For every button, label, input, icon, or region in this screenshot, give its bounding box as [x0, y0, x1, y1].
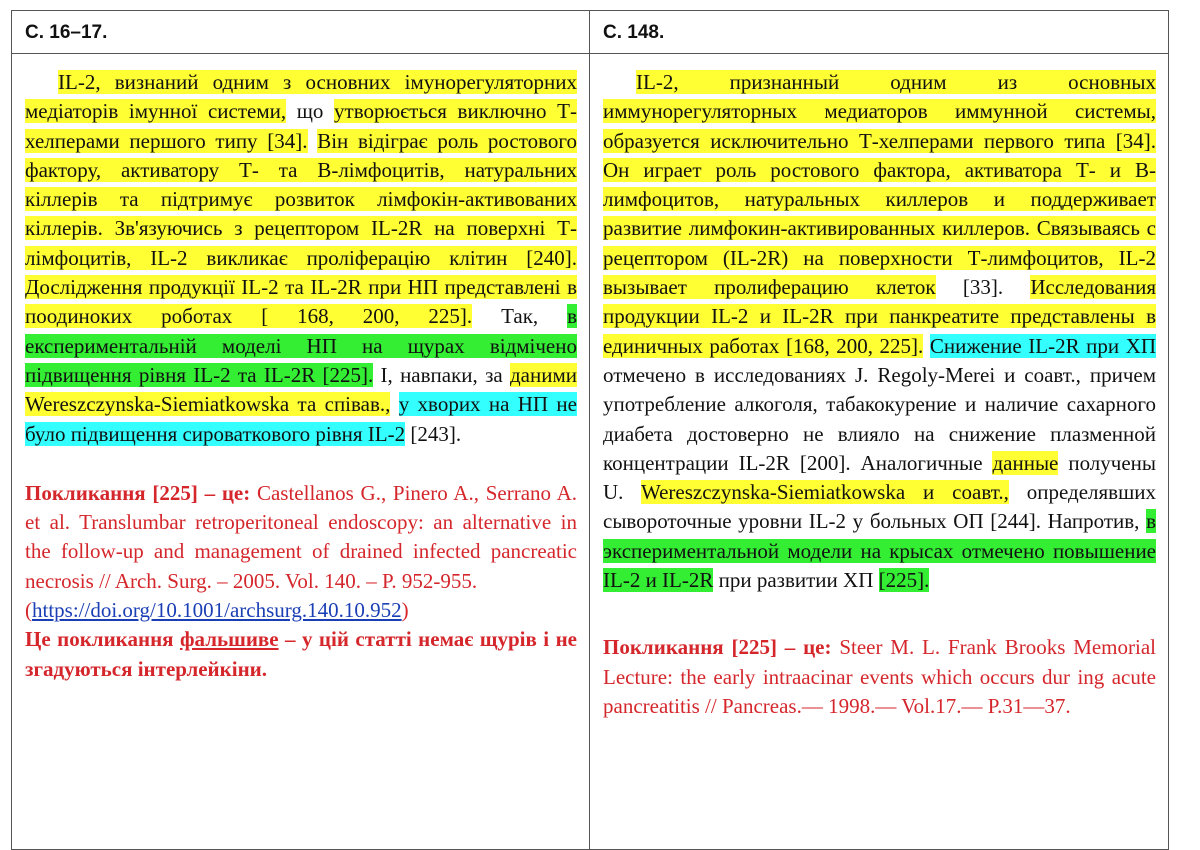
left-text: що [286, 99, 335, 124]
right-text [923, 334, 930, 358]
warning-text: – у цій статті немає щурів і не згадуються інтерлейкіни. [25, 627, 578, 681]
fake-reference-warning [25, 625, 577, 684]
right-highlight-yellow: IL-2, признанный одним из основных иммунорегуляторных медиаторов иммунной системы, образуется исключительно Т-хелперами первого типа [34]. [603, 70, 1156, 153]
left-highlight-yellow: даними Wereszczynska-Siemiatkowska та співав., [25, 362, 577, 417]
right-highlight-green: в экспериментальной модели на крысах отмечено повышение IL-2 и IL-2R [603, 509, 1156, 593]
right-page-header: С. 148. [590, 11, 1169, 54]
left-text: I, навпаки, за [373, 362, 510, 387]
right-highlight-yellow: Wereszczynska-Siemiatkowska и соавт., [640, 480, 1009, 505]
header-row [12, 11, 1169, 54]
comparison-table [11, 10, 1169, 850]
left-ref-label: Покликання [225] – це: [25, 480, 251, 505]
left-highlight-green: в експериментальній моделі НП на щурах відмічено підвищення рівня IL-2 та IL-2R [225]. [25, 304, 578, 387]
right-highlight-cyan: Снижение IL-2R при ХП [929, 333, 1157, 358]
right-paragraph [603, 68, 1156, 595]
left-page-header: С. 16–17. [12, 11, 590, 54]
content-row [12, 54, 1169, 850]
left-reference-note [25, 479, 577, 684]
left-highlight-cyan: у хворих на НП не було підвищення сироваткового рівня IL-2 [25, 392, 577, 446]
right-text: определявших сывороточные уровни IL-2 у больных ОП [244]. Напротив, [603, 480, 1156, 534]
left-ref-text: Castellanos G., Pinero A., Serrano A. et al. Translumbar retroperitoneal endoscopy: an alternative in the follow-up and management of drained infected pancreatic necrosis // Arch. Surg. – 2005. Vol. 140. – P. 952-955. [25, 480, 577, 593]
left-highlight-yellow: Він відіграє роль ростового фактору, активатору Т- та В-лімфоцитів, натуральних кіллерів та підтримує розвиток лімфокін-активованих кіллерів. Зв'язуючись з рецептором IL-2R на поверхні Т-лімфоцитів, IL-2 викликає проліферацію клітин [240]. [25, 128, 577, 270]
left-highlight-yellow: утворюється виключно Т-хелперами першого типу [34]. [25, 99, 578, 153]
warning-text: Це покликання [25, 627, 180, 652]
right-column [590, 54, 1169, 850]
right-ref-text: Steer M. L. Frank Brooks Memorial Lecture: the early intraacinar events which occurs dur ing acute pancreatitis // Pancreas.— 1998.— Vol.17.— P.31—37. [603, 635, 1156, 718]
right-text: [33]. [935, 275, 1031, 300]
left-text [308, 129, 318, 153]
right-highlight-green: [225]. [878, 568, 930, 593]
right-highlight-yellow: Исследования продукции IL-2 и IL-2R при панкреатите представлены в единичных работах [168, 200, 225]. [603, 275, 1156, 358]
right-text: при развитии ХП [713, 568, 879, 593]
left-highlight-yellow: IL-2, визнаний одним з основних імунорегуляторних медіаторів імунної системи, [25, 70, 577, 124]
left-paragraph [25, 68, 577, 449]
left-highlight-yellow: Дослідження продукції IL-2 та IL-2R при НП представлені в поодиноких роботах [ 168, 200, 225]. [25, 275, 577, 329]
right-highlight-yellow: Он играет роль ростового фактора, активатора Т- и В-лимфоцитов, натуральных киллеров и поддерживает развитие лимфокин-активированных киллеров. Связываясь с рецептором (IL-2R) на поверхности Т-лимфоцитов, IL-2 вызывает пролиферацию клеток [603, 157, 1156, 300]
right-highlight-yellow: данные [992, 450, 1059, 475]
right-text: получены U. [603, 450, 1157, 505]
left-column [12, 54, 590, 850]
right-ref-label: Покликання [225] – це: [603, 635, 832, 660]
warning-underlined-word: фальшиве [179, 627, 279, 652]
right-text: отмечено в исследованиях J. Regoly-Merei и соавт., причем употребление алкоголя, табакокурение и наличие сахарного диабета достоверно не влияло на снижение плазменной концентрации IL-2R [200]. Аналогичные [603, 362, 1156, 475]
left-text: [243]. [405, 421, 462, 446]
left-text [390, 392, 398, 416]
right-reference-note [603, 633, 1156, 721]
left-ref-paren-close: ) [401, 598, 409, 623]
doi-link[interactable]: https://doi.org/10.1001/archsurg.140.10.952 [32, 598, 402, 623]
left-text: Так, [472, 304, 568, 329]
left-ref-paren-open: ( [25, 598, 32, 623]
